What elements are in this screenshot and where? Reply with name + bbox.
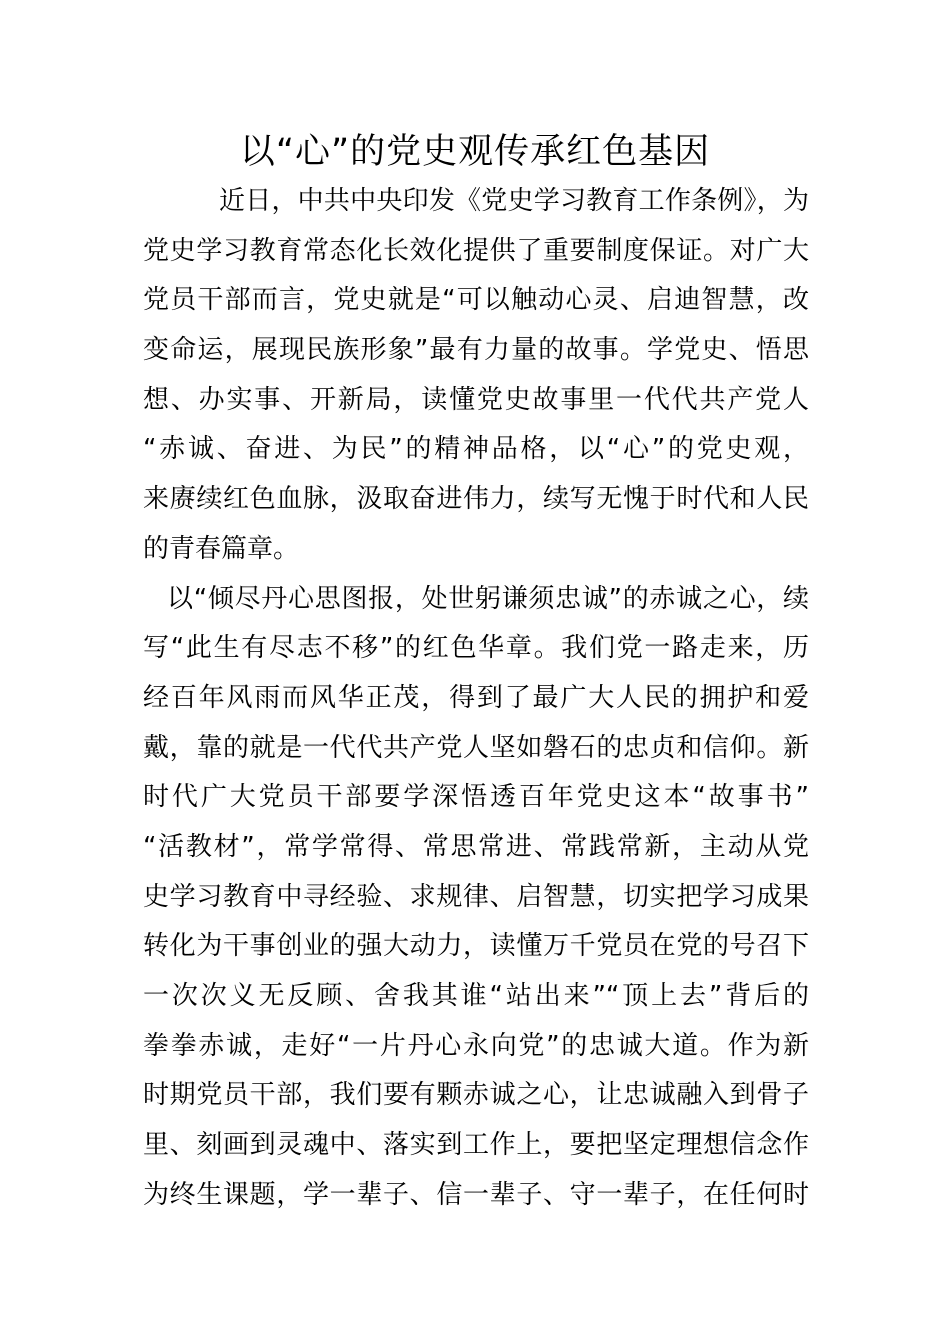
paragraph-line: 一次次义无反顾、舍我其谁“站出来”“顶上去”背后的 [143,981,809,1011]
document-body [143,177,809,1220]
paragraph-line: 想、办实事、开新局，读懂党史故事里一代代共产党人 [143,384,809,415]
paragraph-line: 近日，中共中央印发《党史学习教育工作条例》，为 [219,186,809,216]
paragraph-line: 来赓续红色血脉，汲取奋进伟力，续写无愧于时代和人民 [143,484,809,515]
paragraph-line: 拳拳赤诚，走好“一片丹心永向党”的忠诚大道。作为新 [143,1030,809,1061]
paragraph-line: 写“此生有尽志不移”的红色华章。我们党一路走来，历 [143,633,809,664]
document-title: 以“心”的党史观传承红色基因 [239,132,711,172]
paragraph-line: 时期党员干部，我们要有颗赤诚之心，让忠诚融入到骨子 [143,1080,809,1111]
paragraph-line: 戴，靠的就是一代代共产党人坚如磐石的忠贞和信仰。新 [143,732,809,763]
paragraph-line: “赤诚、奋进、为民”的精神品格，以“心”的党史观， [143,434,809,465]
paragraph-line: 转化为干事创业的强大动力，读懂万千党员在党的号召下 [143,931,809,962]
paragraph-line: 史学习教育中寻经验、求规律、启智慧，切实把学习成果 [143,881,809,912]
paragraph-line: 党员干部而言，党史就是“可以触动心灵、启迪智慧，改 [143,285,809,316]
paragraph-line: 经百年风雨而风华正茂，得到了最广大人民的拥护和爱 [143,682,809,713]
paragraph-line: 时代广大党员干部要学深悟透百年党史这本“故事书” [143,782,809,813]
paragraph-line: 变命运，展现民族形象”最有力量的故事。学党史、悟思 [143,335,809,366]
paragraph-line: “活教材”，常学常得、常思常进、常践常新，主动从党 [143,831,809,862]
paragraph-line: 为终生课题，学一辈子、信一辈子、守一辈子，在任何时 [143,1179,809,1210]
paragraph-line: 以“倾尽丹心思图报，处世躬谦须忠诚”的赤诚之心，续 [167,583,809,614]
paragraph-line: 里、刻画到灵魂中、落实到工作上，要把坚定理想信念作 [143,1130,809,1161]
paragraph-line: 的青春篇章。 [143,533,300,564]
paragraph-line: 党史学习教育常态化长效化提供了重要制度保证。对广大 [143,235,809,266]
